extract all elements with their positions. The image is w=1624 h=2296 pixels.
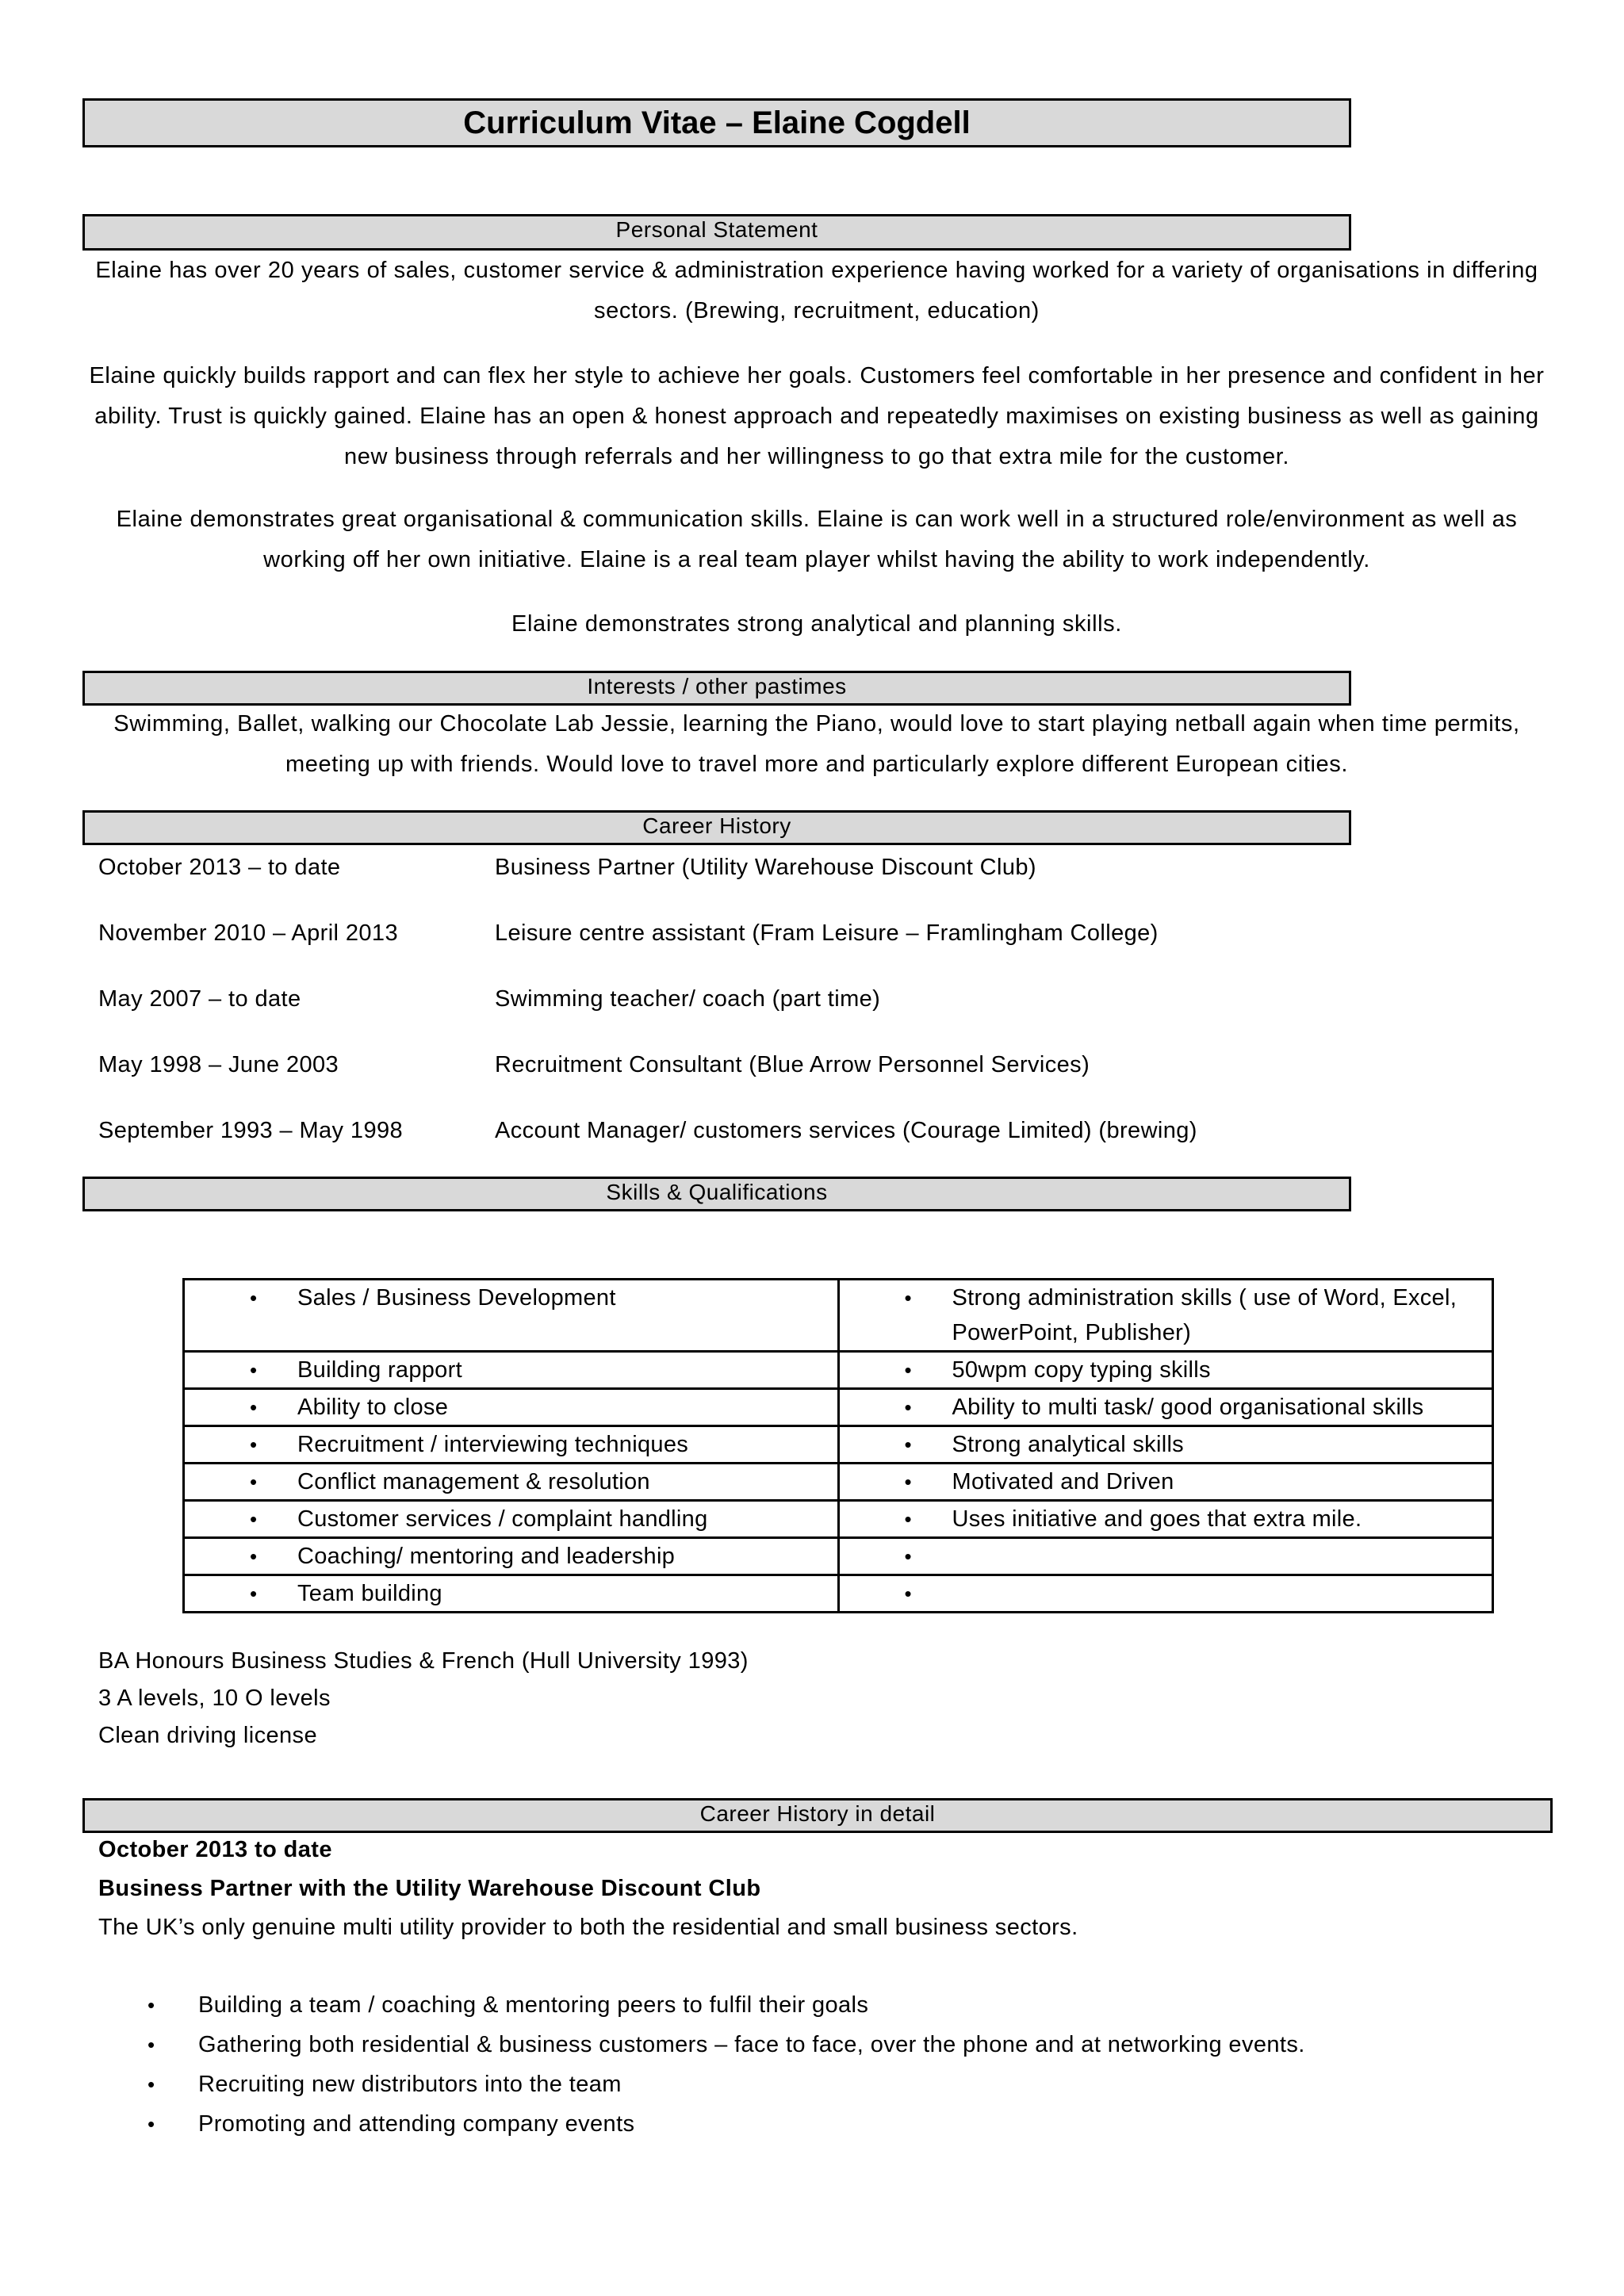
- table-row: [184, 1280, 1493, 1352]
- skill-cell: [838, 1352, 1493, 1389]
- bullet-icon: •: [904, 1286, 912, 1310]
- skill-text: Motivated and Driven: [952, 1469, 1174, 1494]
- statement-paragraph: Elaine has over 20 years of sales, customer service & administration experience having worked for a variety of organisations in differing sectors. (Brewing, recruitment, education): [95, 258, 1538, 323]
- skill-cell: [838, 1280, 1493, 1352]
- section-header-career-history: Career History: [82, 810, 1351, 845]
- table-row: [184, 1464, 1493, 1501]
- qualification-line: 3 A levels, 10 O levels: [98, 1686, 331, 1711]
- skill-text: Conflict management & resolution: [297, 1469, 650, 1494]
- statement-paragraph: Elaine demonstrates great organisational & communication skills. Elaine is can work well in a structured role/environment as well as working off her own initiative. Elaine is a real team player whilst having the ability to work independently.: [116, 507, 1518, 572]
- skill-text: Sales / Business Development: [297, 1285, 616, 1311]
- list-item-text: Gathering both residential & business customers – face to face, over the phone and at networking events.: [198, 2032, 1305, 2057]
- skill-text: Strong analytical skills: [952, 1432, 1184, 1457]
- skill-cell: [184, 1501, 839, 1538]
- bullet-icon: •: [904, 1582, 912, 1605]
- list-item-text: Promoting and attending company events: [198, 2111, 635, 2137]
- bullet-icon: •: [250, 1433, 258, 1456]
- table-row: [184, 1575, 1493, 1613]
- skill-cell: [184, 1575, 839, 1613]
- table-row: [184, 1352, 1493, 1389]
- bullet-icon: •: [147, 2072, 155, 2096]
- bullet-icon: •: [147, 2033, 155, 2057]
- career-role: Business Partner (Utility Warehouse Discount Club): [495, 855, 1036, 880]
- list-item: [98, 2064, 1305, 2104]
- career-role: Swimming teacher/ coach (part time): [495, 986, 881, 1012]
- bullet-icon: •: [904, 1470, 912, 1494]
- skill-text: 50wpm copy typing skills: [952, 1357, 1211, 1383]
- list-item: [98, 2025, 1305, 2064]
- skill-cell: [184, 1538, 839, 1575]
- skill-cell: [838, 1464, 1493, 1501]
- qualification-line: Clean driving license: [98, 1723, 317, 1748]
- detail-period: October 2013 to date: [98, 1837, 332, 1862]
- skills-table: [182, 1278, 1494, 1613]
- skill-text: Recruitment / interviewing techniques: [297, 1432, 689, 1457]
- qualification-line: BA Honours Business Studies & French (Hull University 1993): [98, 1648, 749, 1674]
- skill-cell: [184, 1352, 839, 1389]
- detail-description: The UK’s only genuine multi utility provider to both the residential and small business sectors.: [98, 1915, 1078, 1940]
- detail-heading: Business Partner with the Utility Warehouse Discount Club: [98, 1876, 761, 1901]
- skill-cell: [838, 1426, 1493, 1464]
- career-date: October 2013 – to date: [98, 855, 341, 880]
- skill-cell: [838, 1501, 1493, 1538]
- skill-cell: [184, 1464, 839, 1501]
- skill-cell: [838, 1389, 1493, 1426]
- table-row: [184, 1426, 1493, 1464]
- skill-text: Coaching/ mentoring and leadership: [297, 1544, 676, 1569]
- skill-text: Team building: [297, 1581, 442, 1606]
- detail-bullet-list: [98, 1985, 1305, 2144]
- table-row: [184, 1501, 1493, 1538]
- statement-paragraph: Elaine demonstrates strong analytical and planning skills.: [511, 611, 1122, 637]
- skill-text: Uses initiative and goes that extra mile.: [952, 1506, 1362, 1532]
- bullet-icon: •: [250, 1470, 258, 1494]
- section-header-personal-statement: Personal Statement: [82, 214, 1351, 251]
- skill-text: Building rapport: [297, 1357, 462, 1383]
- career-date: May 1998 – June 2003: [98, 1052, 339, 1077]
- page-title: Curriculum Vitae – Elaine Cogdell: [82, 98, 1351, 147]
- bullet-icon: •: [250, 1507, 258, 1531]
- bullet-icon: •: [904, 1433, 912, 1456]
- bullet-icon: •: [250, 1544, 258, 1568]
- list-item-text: Building a team / coaching & mentoring peers to fulfil their goals: [198, 1992, 869, 2018]
- skill-text: Ability to close: [297, 1395, 449, 1420]
- section-header-career-detail: Career History in detail: [82, 1798, 1553, 1833]
- statement-paragraph: Elaine quickly builds rapport and can flex her style to achieve her goals. Customers feel comfortable in her presence and confident in her ability. Trust is quickly gained. Elaine has an open & honest approach and repeatedly maximises on existing business as well as gaining new business through referrals and her willingness to go that extra mile for the customer.: [89, 363, 1545, 469]
- career-date: September 1993 – May 1998: [98, 1118, 404, 1143]
- section-header-skills: Skills & Qualifications: [82, 1177, 1351, 1211]
- career-date: November 2010 – April 2013: [98, 920, 398, 946]
- skill-cell: [838, 1538, 1493, 1575]
- list-item: [98, 2104, 1305, 2144]
- skill-text: Strong administration skills ( use of Word, Excel, PowerPoint, Publisher): [952, 1285, 1457, 1345]
- bullet-icon: •: [904, 1544, 912, 1568]
- skill-cell: [838, 1575, 1493, 1613]
- interests-paragraph: Swimming, Ballet, walking our Chocolate Lab Jessie, learning the Piano, would love to start playing netball again when time permits, meeting up with friends. Would love to travel more and particularly explore different European cities.: [113, 711, 1520, 777]
- career-role: Leisure centre assistant (Fram Leisure – Framlingham College): [495, 920, 1159, 946]
- bullet-icon: •: [904, 1395, 912, 1419]
- skill-cell: [184, 1389, 839, 1426]
- career-role: Account Manager/ customers services (Courage Limited) (brewing): [495, 1118, 1197, 1143]
- section-header-interests: Interests / other pastimes: [82, 671, 1351, 706]
- bullet-icon: •: [147, 2112, 155, 2136]
- career-date: May 2007 – to date: [98, 986, 301, 1012]
- bullet-icon: •: [250, 1286, 258, 1310]
- bullet-icon: •: [250, 1358, 258, 1382]
- list-item: [98, 1985, 1305, 2025]
- bullet-icon: •: [147, 1993, 155, 2017]
- skill-cell: [184, 1426, 839, 1464]
- skill-cell: [184, 1280, 839, 1352]
- table-row: [184, 1538, 1493, 1575]
- bullet-icon: •: [250, 1582, 258, 1605]
- skill-text: Ability to multi task/ good organisational skills: [952, 1395, 1424, 1420]
- skill-text: Customer services / complaint handling: [297, 1506, 708, 1532]
- career-role: Recruitment Consultant (Blue Arrow Personnel Services): [495, 1052, 1090, 1077]
- table-row: [184, 1389, 1493, 1426]
- bullet-icon: •: [904, 1358, 912, 1382]
- bullet-icon: •: [904, 1507, 912, 1531]
- list-item-text: Recruiting new distributors into the team: [198, 2072, 622, 2097]
- bullet-icon: •: [250, 1395, 258, 1419]
